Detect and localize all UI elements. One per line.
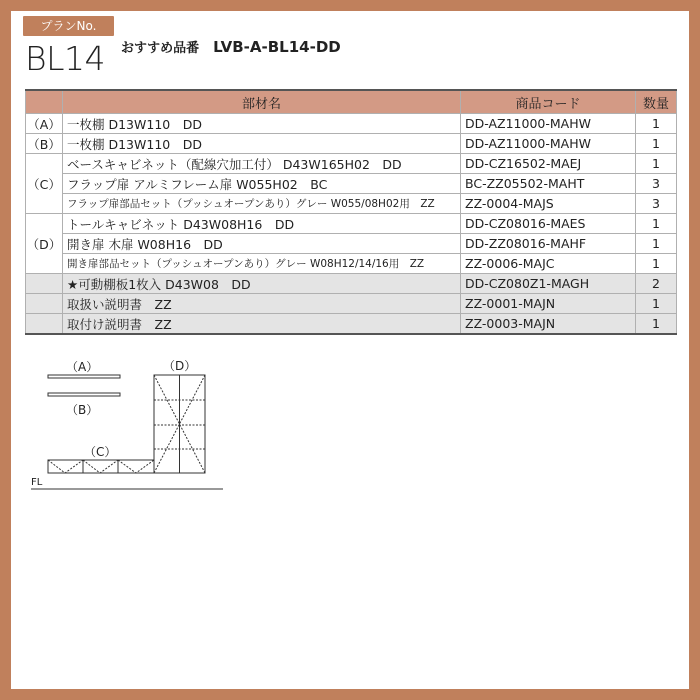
header-quantity: 数量 [636, 90, 677, 114]
plan-sheet [11, 11, 689, 689]
row-quantity: 1 [636, 294, 677, 314]
row-quantity: 1 [636, 314, 677, 335]
row-quantity: 1 [636, 134, 677, 154]
row-part-name: ベースキャビネット（配線穴加工付） D43W165H02 DD [63, 154, 461, 174]
row-quantity: 1 [636, 114, 677, 134]
header-part-name: 部材名 [63, 90, 461, 114]
row-part-name: トールキャビネット D43W08H16 DD [63, 214, 461, 234]
row-product-code: DD-CZ16502-MAEJ [461, 154, 636, 174]
diagram-label-d: （D） [163, 359, 197, 373]
table-row [26, 314, 677, 335]
row-part-name: 開き扉部品セット（プッシュオープンあり）グレー W08H12/14/16用 ZZ [63, 254, 461, 274]
row-product-code: ZZ-0003-MAJN [461, 314, 636, 335]
row-quantity: 1 [636, 154, 677, 174]
row-product-code: DD-ZZ08016-MAHF [461, 234, 636, 254]
table-row [26, 254, 677, 274]
recommended-product [121, 37, 341, 56]
row-product-code: ZZ-0006-MAJC [461, 254, 636, 274]
row-group [26, 274, 63, 294]
row-product-code: DD-CZ08016-MAES [461, 214, 636, 234]
header-group [26, 90, 63, 114]
row-product-code: DD-AZ11000-MAHW [461, 114, 636, 134]
base-cabinet-c-shape [48, 460, 154, 473]
row-part-name: 開き扉 木扉 W08H16 DD [63, 234, 461, 254]
row-part-name: ★可動棚板1枚入 D43W08 DD [63, 274, 461, 294]
parts-table [25, 89, 677, 335]
table-row [26, 274, 677, 294]
row-quantity: 1 [636, 214, 677, 234]
row-quantity: 3 [636, 194, 677, 214]
row-quantity: 3 [636, 174, 677, 194]
floor-label: FL [31, 477, 43, 488]
table-row [26, 114, 677, 134]
row-group: （D） [26, 214, 63, 274]
row-quantity: 1 [636, 254, 677, 274]
tall-cabinet-d-shape [154, 375, 205, 473]
row-product-code: BC-ZZ05502-MAHT [461, 174, 636, 194]
diagram-label-b: （B） [66, 403, 99, 417]
recommended-code: LVB-A-BL14-DD [213, 38, 341, 56]
row-part-name: 一枚棚 D13W110 DD [63, 134, 461, 154]
table-row [26, 154, 677, 174]
header-product-code: 商品コード [461, 90, 636, 114]
table-row [26, 294, 677, 314]
table-row [26, 234, 677, 254]
diagram-label-c: （C） [84, 445, 117, 459]
row-group: （C） [26, 154, 63, 214]
plan-number-tag: プランNo. [23, 16, 114, 36]
table-row [26, 134, 677, 154]
row-product-code: ZZ-0004-MAJS [461, 194, 636, 214]
row-group: （A） [26, 114, 63, 134]
row-quantity: 2 [636, 274, 677, 294]
row-product-code: ZZ-0001-MAJN [461, 294, 636, 314]
shelf-b-shape [48, 393, 120, 396]
row-product-code: DD-AZ11000-MAHW [461, 134, 636, 154]
table-row [26, 174, 677, 194]
row-part-name: フラップ扉部品セット（プッシュオープンあり）グレー W055/08H02用 ZZ [63, 194, 461, 214]
row-quantity: 1 [636, 234, 677, 254]
row-part-name: 一枚棚 D13W110 DD [63, 114, 461, 134]
plan-code: BL14 [25, 39, 105, 78]
row-part-name: フラップ扉 アルミフレーム扉 W055H02 BC [63, 174, 461, 194]
diagram-label-a: （A） [66, 360, 99, 374]
shelf-a-shape [48, 375, 120, 378]
row-group [26, 314, 63, 335]
row-group: （B） [26, 134, 63, 154]
row-group [26, 294, 63, 314]
row-part-name: 取付け説明書 ZZ [63, 314, 461, 335]
table-row [26, 214, 677, 234]
table-row [26, 194, 677, 214]
row-part-name: 取扱い説明書 ZZ [63, 294, 461, 314]
table-header-row [26, 90, 677, 114]
row-product-code: DD-CZ080Z1-MAGH [461, 274, 636, 294]
recommended-label: おすすめ品番 [121, 41, 200, 56]
